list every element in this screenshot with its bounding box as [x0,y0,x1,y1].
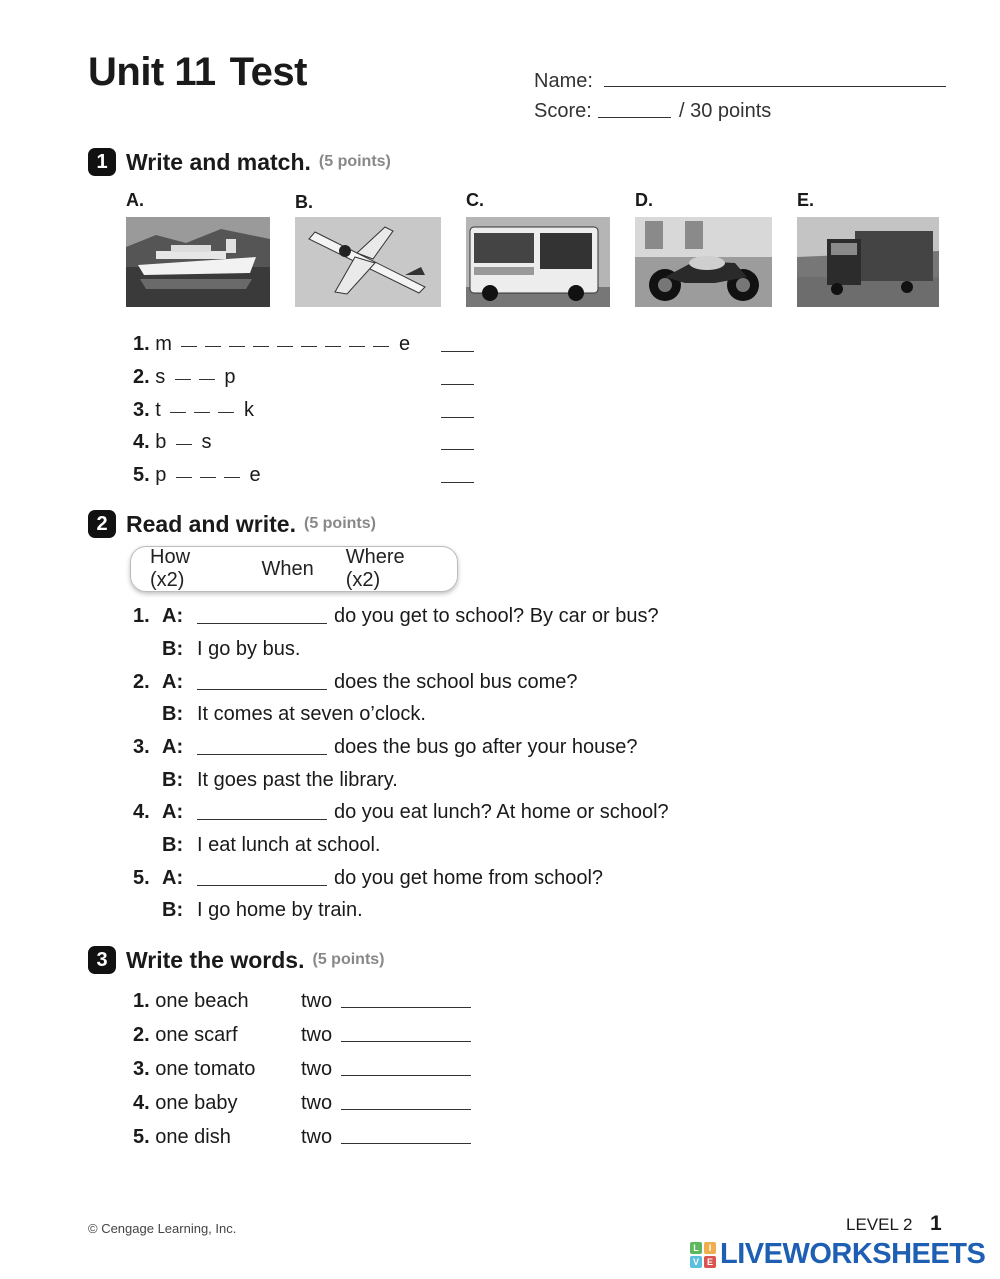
section-title: Write the words. [126,946,305,973]
plural-item: 3. one tomato [133,1058,256,1080]
picture-letter-a: A. [126,190,144,210]
section-1-heading [88,148,391,176]
match-item: 2. s p [133,366,236,388]
picture-letter-d: D. [635,190,653,210]
match-answer-field[interactable] [441,351,474,352]
section-title: Read and write. [126,510,296,537]
section-number-badge: 3 [88,946,116,974]
plural-answer-field[interactable] [341,1007,471,1008]
question-text: do you get home from school? [334,867,604,889]
answer-text: It goes past the library. [197,769,398,791]
score-label: Score: [534,100,592,122]
two-label: two [301,1058,333,1080]
question-text: does the school bus come? [334,671,578,693]
plural-item: 1. one beach [133,990,249,1012]
page-title: Unit 11 Test [88,50,307,94]
question-word-field[interactable] [197,754,327,755]
section-points: (5 points) [312,951,385,968]
dialogue-number: 4. [133,801,150,823]
speaker-a-label: A: [162,801,184,823]
match-answer-field[interactable] [441,417,474,418]
question-word-field[interactable] [197,689,327,690]
match-item: 3. t k [133,399,254,421]
dialogue-number: 5. [133,867,150,889]
dialogue-number: 2. [133,671,150,693]
two-label: two [301,990,333,1012]
word-bank-item: How (x2) [150,546,191,591]
plural-answer-field[interactable] [341,1075,471,1076]
dialogue-number: 1. [133,605,150,627]
question-text: do you eat lunch? At home or school? [334,801,669,823]
plane-image [295,217,441,307]
brand-name: LIVEWORKSHEETS [720,1238,986,1270]
motorcycle-image [635,217,772,307]
word-bank-item: Where (x2) [345,546,405,591]
speaker-b-label: B: [162,899,184,921]
section-number-badge: 2 [88,510,116,538]
picture-letter-c: C. [466,190,484,210]
plural-answer-field[interactable] [341,1143,471,1144]
answer-text: I eat lunch at school. [197,834,381,856]
match-answer-field[interactable] [441,449,474,450]
level-label: LEVEL 2 [846,1215,913,1234]
two-label: two [301,1092,333,1114]
score-field[interactable] [598,117,671,118]
dialogue-number: 3. [133,736,150,758]
speaker-a-label: A: [162,671,184,693]
two-label: two [301,1024,333,1046]
speaker-a-label: A: [162,605,184,627]
speaker-a-label: A: [162,867,184,889]
section-2-heading [88,510,376,538]
question-text: do you get to school? By car or bus? [334,605,659,627]
section-number-badge: 1 [88,148,116,176]
score-total: / 30 points [679,100,772,122]
plural-item: 5. one dish [133,1126,231,1148]
match-item: 5. p e [133,464,261,486]
section-points: (5 points) [303,515,376,532]
speaker-a-label: A: [162,736,184,758]
match-answer-field[interactable] [441,482,474,483]
speaker-b-label: B: [162,769,184,791]
match-item: 4. b s [133,431,212,453]
truck-image [797,217,939,307]
section-3-heading [88,946,385,974]
word-bank-item: When [261,557,314,580]
plural-item: 4. one baby [133,1092,238,1114]
section-points: (5 points) [318,153,391,170]
question-word-field[interactable] [197,885,327,886]
speaker-b-label: B: [162,638,184,660]
copyright: © Cengage Learning, Inc. [88,1221,237,1236]
section-title: Write and match. [126,148,311,175]
plural-item: 2. one scarf [133,1024,238,1046]
match-answer-field[interactable] [441,384,474,385]
page-number: 1 [930,1212,942,1235]
word-bank [130,546,458,592]
question-word-field[interactable] [197,819,327,820]
logo-tiles-icon: L I V E [690,1242,716,1268]
bus-image [466,217,610,307]
liveworksheets-logo[interactable] [690,1238,985,1271]
answer-text: I go by bus. [197,638,301,660]
match-item: 1. m e [133,333,411,355]
answer-text: I go home by train. [197,899,363,921]
question-text: does the bus go after your house? [334,736,638,758]
plural-answer-field[interactable] [341,1041,471,1042]
ship-image [126,217,270,307]
plural-answer-field[interactable] [341,1109,471,1110]
picture-letter-b: B. [295,192,313,212]
answer-text: It comes at seven o’clock. [197,703,426,725]
name-field[interactable] [604,86,946,87]
two-label: two [301,1126,333,1148]
speaker-b-label: B: [162,834,184,856]
question-word-field[interactable] [197,623,327,624]
name-label: Name: [534,70,593,92]
speaker-b-label: B: [162,703,184,725]
picture-letter-e: E. [797,190,815,210]
